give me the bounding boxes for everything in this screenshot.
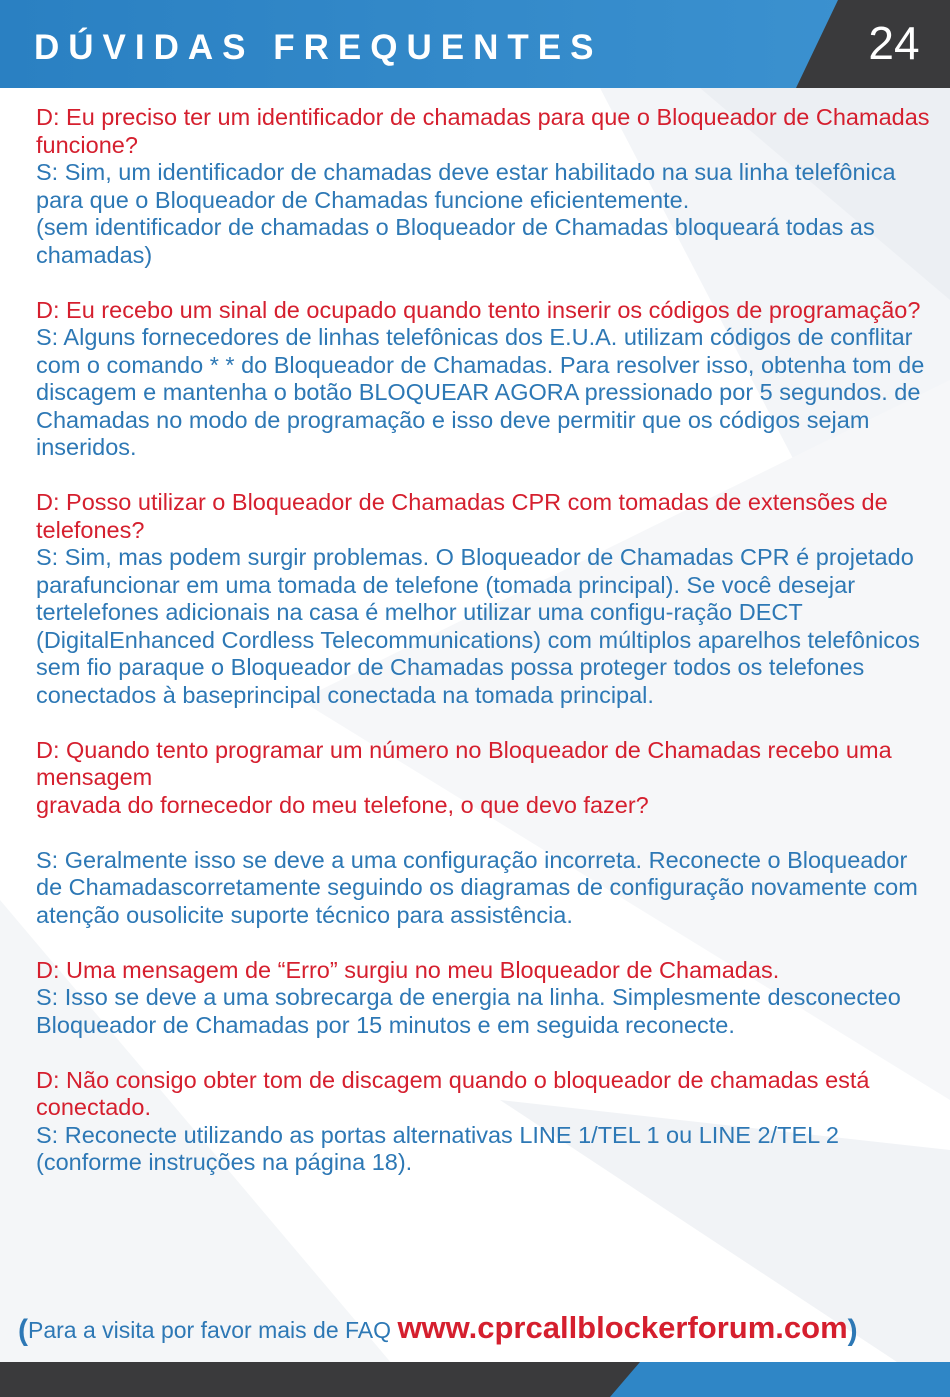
faq-question: D: Uma mensagem de “Erro” surgiu no meu Bloqueador de Chamadas.: [36, 956, 780, 983]
faq-question: D: Quando tento programar um número no Bloqueador de Chamadas recebo uma mensagem gravada do fornecedor do meu telefone, o que devo fazer?: [36, 736, 892, 818]
forum-link[interactable]: www.cprcallblockerforum.com: [397, 1310, 848, 1345]
faq-answer: S: Geralmente isso se deve a uma configuração incorreta. Reconecte o Bloqueador de Chamadascorretamente seguindo os diagramas de configuração novamente com atenção ousolicite suporte técnico para assistência.: [36, 846, 918, 928]
faq-item: [36, 297, 931, 462]
bottom-band: [0, 1362, 950, 1397]
faq-answer: S: Isso se deve a uma sobrecarga de energia na linha. Simplesmente desconecteo Bloqueador de Chamadas por 15 minutos e em seguida reconecte.: [36, 984, 901, 1038]
faq-answer: S: Alguns fornecedores de linhas telefônicas dos E.U.A. utilizam códigos de conflitar com o comando * * do Bloqueador de Chamadas. Para resolver isso, obtenha tom de discagem e mantenha o botão BLOQUEAR AGORA pressionado por 5 segundos. de Chamadas no modo de programação e isso deve permitir que os códigos sejam inseridos.: [36, 324, 925, 460]
page-number: 24: [868, 17, 920, 69]
faq-question: D: Não consigo obter tom de discagem quando o bloqueador de chamadas está conectado.: [36, 1066, 870, 1120]
faq-list: [36, 104, 931, 1204]
faq-item: [36, 489, 931, 709]
faq-item: [36, 104, 931, 269]
faq-answer: S: Reconecte utilizando as portas alternativas LINE 1/TEL 1 ou LINE 2/TEL 2 (conforme instruções na página 18).: [36, 1121, 839, 1175]
faq-question: D: Posso utilizar o Bloqueador de Chamadas CPR com tomadas de extensões de telefones?: [36, 489, 888, 543]
footer-note: [18, 1308, 938, 1351]
faq-answer: S: Sim, mas podem surgir problemas. O Bloqueador de Chamadas CPR é projetado parafuncionar em uma tomada de telefone (tomada principal). Se você desejar tertelefones adicionais na casa é melhor utilizar uma configu-ração DECT (DigitalEnhanced Cordless Telecommunications) com múltiplos aparelhos telefônicos sem fio paraque o Bloqueador de Chamadas possa proteger todos os telefones conectados à baseprincipal conectada na tomada principal.: [36, 544, 920, 708]
footer-text: Para a visita por favor mais de FAQ: [28, 1317, 398, 1343]
faq-answer: S: Sim, um identificador de chamadas deve estar habilitado na sua linha telefônica para que o Bloqueador de Chamadas funcione eficientemente. (sem identificador de chamadas o Bloqueador de Chamadas bloqueará todas as chamadas): [36, 159, 896, 268]
faq-spacer: [36, 819, 931, 847]
page-title: DÚVIDAS FREQUENTES: [34, 28, 603, 67]
faq-item: [36, 957, 931, 1040]
faq-item: [36, 737, 931, 930]
footer-close-paren: ): [847, 1314, 858, 1347]
faq-question: D: Eu recebo um sinal de ocupado quando tento inserir os códigos de programação?: [36, 296, 921, 323]
faq-question: D: Eu preciso ter um identificador de chamadas para que o Bloqueador de Chamadas funcione?: [36, 104, 930, 158]
footer-open-paren: (: [18, 1314, 28, 1347]
faq-item: [36, 1067, 931, 1177]
